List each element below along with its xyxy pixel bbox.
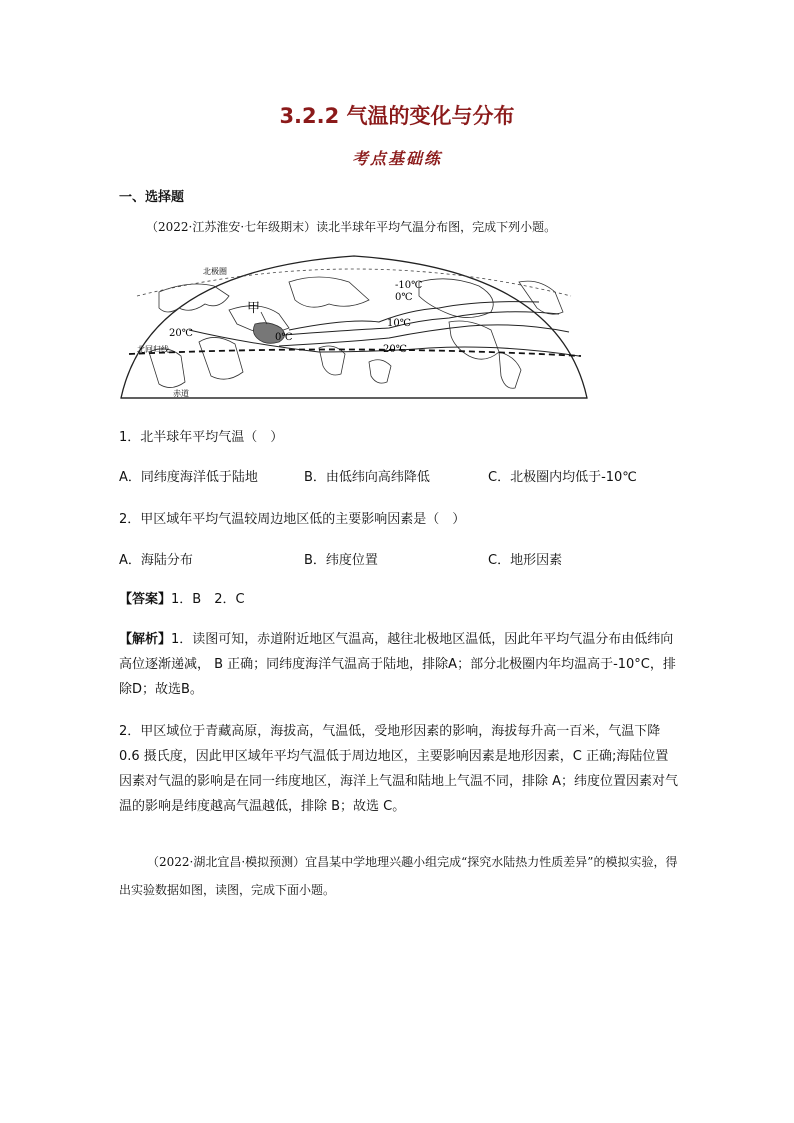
question-1-option-b: B．由低纬向高纬降低 bbox=[304, 470, 430, 485]
page-subtitle: 考点基础练 bbox=[351, 149, 442, 168]
question-2-option-a: A．海陆分布 bbox=[119, 553, 193, 568]
isotherm-0-top-label: 0℃ bbox=[395, 292, 413, 303]
analysis-text-1: 1．读图可知，赤道附近地区气温高，越往北极地区温低，因此年平均气温分布由低纬向高位逐渐递减， B 正确；同纬度海洋气温高于陆地，排除A；部分北极圈内年均温高于-10°C，排除D；故选B。 bbox=[119, 632, 676, 697]
equator-label: 赤道 bbox=[173, 389, 189, 398]
isotherm-20-left-label: 20℃ bbox=[169, 328, 193, 339]
jia-label: 甲 bbox=[247, 301, 261, 316]
page-title: 3.2.2 气温的变化与分布 bbox=[279, 104, 515, 128]
question-2-option-b: B．纬度位置 bbox=[304, 553, 378, 568]
tropic-label: 北回归线 bbox=[137, 345, 169, 354]
arctic-circle-label: 北极圈 bbox=[203, 267, 227, 276]
question-1-stem: 1．北半球年平均气温（ ） bbox=[119, 430, 284, 445]
section-heading: 一、选择题 bbox=[119, 190, 185, 205]
answer-label: 【答案】 bbox=[119, 592, 172, 607]
question-1-option-c: C．北极圈内均低于-10℃ bbox=[488, 470, 637, 485]
question-2-stem: 2．甲区域年平均气温较周边地区低的主要影响因素是（ ） bbox=[119, 512, 466, 527]
analysis-label: 【解析】 bbox=[119, 632, 172, 647]
isotherm-0-jia-label: 0℃ bbox=[275, 332, 293, 343]
isotherm-20-right-label: 20℃ bbox=[383, 344, 407, 355]
isotherm-minus10-label: -10℃ bbox=[395, 280, 423, 291]
analysis-paragraph-1 bbox=[119, 627, 679, 702]
temperature-map bbox=[119, 252, 589, 400]
answer-line bbox=[119, 588, 245, 607]
question-intro-2: （2022·湖北宜昌·模拟预测）宜昌某中学地理兴趣小组完成“探究水陆热力性质差异”的模拟实验，得出实验数据如图，读图，完成下面小题。 bbox=[119, 855, 678, 897]
isotherm-10-label: 10℃ bbox=[387, 318, 411, 329]
answer-text: 1．B 2．C bbox=[171, 592, 245, 607]
question-1-option-a: A．同纬度海洋低于陆地 bbox=[119, 470, 258, 485]
analysis-paragraph-2: 2．甲区域位于青藏高原，海拔高，气温低，受地形因素的影响，海拔每升高一百米，气温下降 0.6 摄氏度，因此甲区域年平均气温低于周边地区，主要影响因素是地形因素，C 正确;海陆位置因素对气温的影响是在同一纬度地区，海洋上气温和陆地上气温不同，排除 A；纬度位置因素对气温的影响是纬度越高气温越低，排除 B；故选 C。 bbox=[119, 724, 679, 814]
question-2-option-c: C．地形因素 bbox=[488, 553, 563, 568]
question-intro-1: （2022·江苏淮安·七年级期末）读北半球年平均气温分布图，完成下列小题。 bbox=[146, 220, 557, 234]
